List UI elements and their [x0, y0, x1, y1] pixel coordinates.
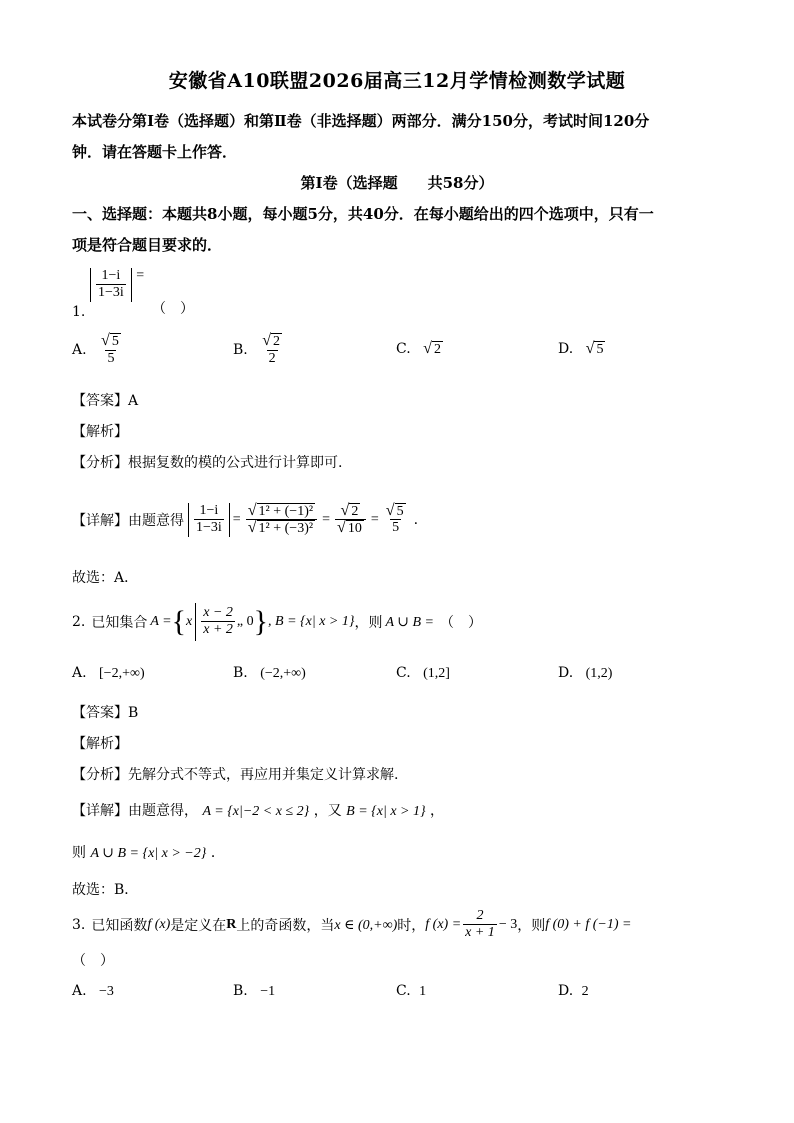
function-definition: f (x) =	[425, 917, 462, 932]
solution-fraction: √ 1² + (−1)² √ 1² + (−3)²	[246, 503, 317, 538]
detail-label: 【详解】	[72, 803, 128, 819]
option-a	[72, 983, 114, 1000]
equals-sign: =	[232, 512, 241, 527]
fraction-denominator: 1−3i	[196, 520, 222, 536]
detail-text: ，	[430, 803, 445, 819]
option-c	[396, 983, 426, 1000]
option-label: B.	[233, 342, 248, 359]
option-value: (−2,+∞)	[260, 666, 306, 681]
sqrt-radicand: 1² + (−1)²	[258, 503, 314, 519]
option-value: [−2,+∞)	[99, 666, 145, 681]
fraction-denominator: x + 1	[465, 925, 495, 941]
option-value: −1	[260, 984, 276, 999]
option-a: A. √ 5 5	[72, 332, 119, 366]
question-stem: ，则	[354, 615, 383, 631]
option-b: B. √ 2 2	[233, 332, 281, 366]
option-value: (1,2)	[585, 666, 613, 681]
set-a-symbol: A =	[150, 614, 172, 629]
option-value: −3	[99, 984, 114, 999]
equals-sign: =	[322, 512, 330, 527]
instructions-line-2: 钟．请在答题卡上作答．	[72, 143, 238, 161]
sqrt-radicand: 1² + (−3)²	[258, 521, 314, 537]
question-2: 2. 已知集合 A = { x $\frac{x - 2}{x + 2}$ „ 0 } , B = {x| x > 1} ，则 A ∪ B = （ ）	[72, 600, 482, 644]
period: .	[413, 512, 419, 528]
sqrt-radicand: 2	[351, 503, 359, 519]
option-label: D.	[558, 665, 574, 681]
analysis-text: 先解分式不等式，再应用并集定义计算求解.	[128, 767, 399, 783]
answer-tag: 【答案】	[72, 393, 128, 409]
fraction-numerator: 2	[476, 908, 484, 924]
detail-text: 则	[72, 845, 86, 861]
detail-line-2	[72, 842, 225, 862]
detail-line	[72, 800, 444, 820]
detail-line	[72, 488, 418, 552]
answer-line	[72, 390, 138, 410]
detail-label: 【详解】	[72, 513, 128, 529]
option-value: 1	[419, 984, 427, 999]
option-label: A.	[72, 342, 87, 359]
union-result: A ∪ B = {x| x > −2}	[90, 846, 207, 861]
sqrt-radicand: 5	[111, 334, 119, 349]
answer-tag: 【答案】	[72, 705, 128, 721]
union-expression: A ∪ B =	[385, 614, 434, 630]
detail-text: 由题意得，	[128, 803, 198, 819]
option-label: D.	[558, 983, 574, 999]
option-c: C. √ 2	[396, 340, 441, 358]
option-b	[233, 665, 306, 682]
option-label: B.	[233, 665, 248, 681]
solution-fraction: √ 2 √ 10	[335, 503, 366, 538]
function-symbol: f (x)	[147, 917, 171, 932]
option-label: A.	[72, 983, 87, 999]
fraction-denominator: 5	[107, 350, 115, 366]
answer-paren: （ ）	[152, 301, 194, 317]
answer-value: B	[128, 705, 139, 721]
question-number: 2.	[72, 614, 86, 630]
question-stem: 已知函数	[91, 918, 148, 934]
option-label: C.	[396, 983, 411, 999]
conclusion: 故选：B．	[72, 882, 139, 898]
detail-text: ，又	[313, 803, 342, 819]
answer-value: A	[128, 393, 139, 409]
option-value: (1,2]	[423, 666, 450, 681]
section-heading-line-2: 项是符合题目要求的．	[72, 236, 223, 254]
domain-condition: x ∈ (0,+∞)	[334, 917, 398, 933]
detail-set-a: A = {x|−2 < x ≤ 2}	[202, 804, 310, 819]
analysis-label: 【分析】	[72, 767, 128, 783]
option-a	[72, 665, 145, 682]
analysis-line	[72, 764, 398, 784]
question-number: 1.	[72, 304, 86, 320]
option-d: D. √ 5	[558, 340, 604, 358]
option-label: D.	[558, 341, 574, 358]
option-label: B.	[233, 983, 248, 999]
period: ．	[210, 845, 225, 861]
section-heading-line-1: 一、选择题：本题共8小题，每小题5分，共40分．在每小题给出的四个选项中，只有一	[72, 205, 654, 223]
constant-term: − 3	[498, 917, 518, 932]
fraction-numerator: x − 2	[203, 605, 233, 621]
equals-sign: =	[370, 512, 379, 527]
fraction-denominator: 1−3i	[98, 285, 124, 301]
option-label: A.	[72, 665, 87, 681]
question-stem: ，则	[517, 918, 546, 934]
question-stem: 上的奇函数，当	[236, 918, 335, 934]
sqrt-radicand: 10	[347, 521, 362, 537]
asked-expression: f (0) + f (−1) =	[545, 917, 632, 932]
sqrt-radicand: 2	[433, 342, 441, 357]
question-stem: 时，	[397, 918, 426, 934]
option-d	[558, 983, 589, 1000]
analysis-line	[72, 452, 342, 472]
question-stem: 已知集合	[91, 615, 148, 631]
solution-tag: 【解析】	[72, 736, 128, 752]
option-c	[396, 665, 450, 682]
answer-paren: （ ）	[72, 953, 114, 969]
question-stem: 是定义在	[170, 918, 227, 934]
conclusion: 故选：A．	[72, 570, 139, 586]
answer-line	[72, 702, 138, 722]
set-b: , B = {x| x > 1}	[268, 614, 355, 629]
set-a-variable: x	[186, 614, 193, 629]
question-3	[72, 903, 632, 947]
fraction-denominator: 2	[268, 350, 276, 366]
fraction-denominator: x + 2	[203, 622, 233, 638]
modulus-expression	[188, 503, 230, 537]
sqrt-radicand: 2	[273, 334, 281, 349]
equals-sign: =	[136, 268, 145, 283]
instructions-line-1: 本试卷分第Ⅰ卷（选择题）和第Ⅱ卷（非选择题）两部分．满分150分，考试时间120分	[72, 112, 650, 130]
option-d	[558, 665, 612, 682]
solution-fraction: √ 5 5	[385, 502, 404, 536]
option-label: C.	[396, 665, 411, 681]
page-title: 安徽省A10联盟2026届高三12月学情检测数学试题	[168, 70, 626, 92]
sqrt-radicand: 5	[396, 503, 404, 519]
analysis-label: 【分析】	[72, 455, 128, 471]
real-numbers-symbol: R	[226, 917, 237, 932]
fraction-numerator: 1−i	[101, 268, 121, 283]
analysis-text: 根据复数的模的公式进行计算即可.	[128, 455, 343, 471]
answer-paren: （ ）	[439, 615, 482, 631]
option-b	[233, 983, 275, 1000]
detail-text: 由题意得	[128, 513, 184, 529]
set-a-relation: „ 0	[236, 614, 254, 629]
fraction-numerator: 1−i	[199, 503, 219, 519]
option-value: 2	[581, 984, 589, 999]
question-number: 3.	[72, 917, 86, 933]
sqrt-radicand: 5	[596, 342, 604, 357]
option-label: C.	[396, 341, 411, 358]
detail-set-b: B = {x| x > 1}	[346, 804, 426, 819]
solution-tag: 【解析】	[72, 424, 128, 440]
fraction-denominator: 5	[392, 520, 400, 536]
modulus-expression	[90, 268, 132, 302]
part-title: 第Ⅰ卷（选择题 共58分）	[300, 174, 494, 192]
